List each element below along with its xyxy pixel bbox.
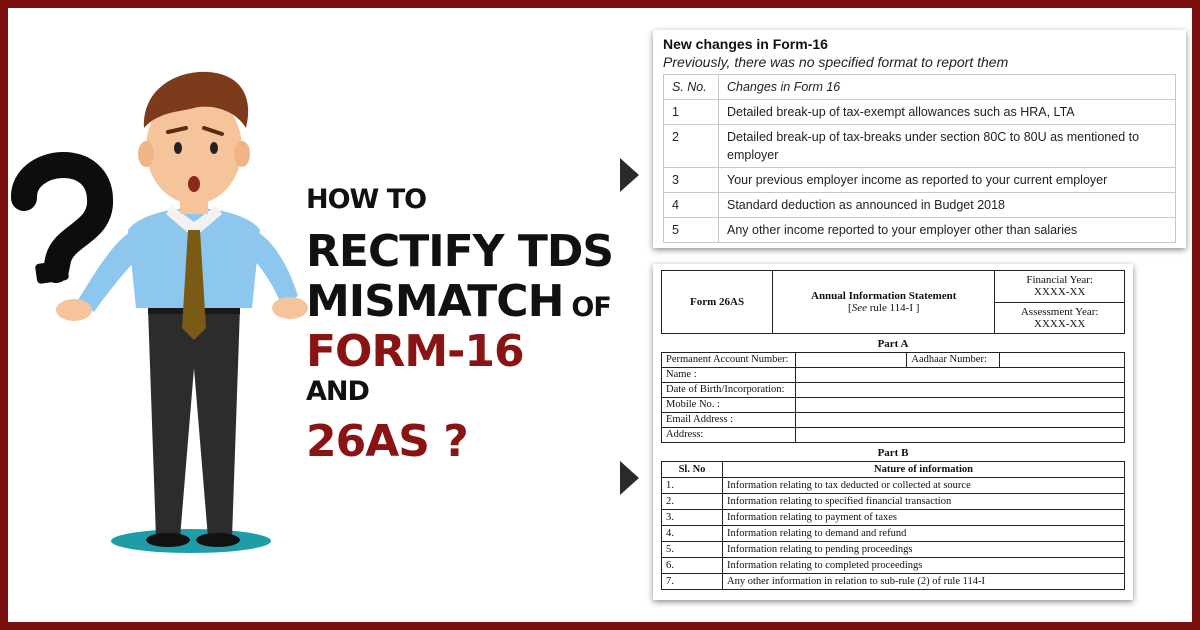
table-row <box>662 383 1125 398</box>
row-info: Information relating to specified financial transaction <box>723 494 1125 510</box>
table-row <box>662 478 1125 494</box>
table-row <box>662 494 1125 510</box>
part-a-table <box>661 352 1125 443</box>
row-sl: 1. <box>662 478 723 494</box>
field-label: Name : <box>662 368 796 383</box>
row-sno: 3 <box>664 168 719 193</box>
col-nature-header: Nature of information <box>723 462 1125 478</box>
pan-value <box>796 353 907 368</box>
table-row <box>662 353 1125 368</box>
col-sno-header: S. No. <box>664 75 719 100</box>
row-sno: 1 <box>664 100 719 125</box>
row-change: Detailed break-up of tax-breaks under section 80C to 80U as mentioned to employer <box>719 125 1176 168</box>
headline-line-form16: FORM-16 <box>306 326 524 377</box>
part-a-title: Part A <box>877 338 909 350</box>
form26as-fy <box>995 271 1125 303</box>
form16-changes-card <box>653 30 1186 248</box>
form26as-header <box>661 270 1125 334</box>
row-info: Information relating to demand and refund <box>723 526 1125 542</box>
table-row <box>662 428 1125 443</box>
fy-value: XXXX-XX <box>1034 286 1086 299</box>
table-header-row <box>662 462 1125 478</box>
table-row <box>664 218 1176 243</box>
row-sl: 6. <box>662 558 723 574</box>
rule-see: See <box>851 302 867 314</box>
table-row <box>662 368 1125 383</box>
fy-label: Financial Year: <box>1026 274 1093 287</box>
headline-line-mismatch <box>306 276 611 327</box>
field-value <box>796 428 1125 443</box>
arrow-right-icon <box>620 461 639 495</box>
headline-mismatch-word: MISMATCH <box>306 276 564 327</box>
rule-text: rule 114-I ] <box>866 302 920 314</box>
col-sl-header: Sl. No <box>662 462 723 478</box>
table-row <box>664 168 1176 193</box>
row-info: Any other information in relation to sub-rule (2) of rule 114-I <box>723 574 1125 590</box>
form16-title: New changes in Form-16 <box>663 36 828 52</box>
part-b-table <box>661 461 1125 590</box>
row-sno: 2 <box>664 125 719 168</box>
field-label: Mobile No. : <box>662 398 796 413</box>
form26as-card <box>653 264 1133 600</box>
form26as-name: Form 26AS <box>662 271 773 334</box>
form16-table <box>663 74 1176 243</box>
aadhaar-value <box>999 353 1124 368</box>
row-sl: 3. <box>662 510 723 526</box>
col-changes-header: Changes in Form 16 <box>719 75 1176 100</box>
row-sno: 4 <box>664 193 719 218</box>
field-value <box>796 413 1125 428</box>
field-label: Email Address : <box>662 413 796 428</box>
part-b-title: Part B <box>877 447 909 459</box>
table-row <box>664 100 1176 125</box>
row-info: Information relating to tax deducted or collected at source <box>723 478 1125 494</box>
headline-line-and: AND <box>306 376 369 407</box>
row-change: Your previous employer income as reported to your current employer <box>719 168 1176 193</box>
field-label: Date of Birth/Incorporation: <box>662 383 796 398</box>
table-row <box>662 526 1125 542</box>
question-mark-icon <box>24 165 100 284</box>
row-change: Standard deduction as announced in Budget 2018 <box>719 193 1176 218</box>
field-label: Address: <box>662 428 796 443</box>
row-info: Information relating to payment of taxes <box>723 510 1125 526</box>
row-sl: 4. <box>662 526 723 542</box>
row-sno: 5 <box>664 218 719 243</box>
table-row <box>664 125 1176 168</box>
table-row <box>662 542 1125 558</box>
row-sl: 7. <box>662 574 723 590</box>
table-row <box>662 398 1125 413</box>
headline-line-rectify: RECTIFY TDS <box>306 226 614 277</box>
headline-of-word: OF <box>571 292 611 323</box>
headline-line-26as: 26AS ? <box>306 416 468 467</box>
ay-value: XXXX-XX <box>1034 317 1086 330</box>
form26as-rule <box>777 302 990 314</box>
ay-label: Assessment Year: <box>1020 305 1099 318</box>
form26as-ay <box>995 302 1125 334</box>
form26as-statement-title: Annual Information Statement <box>811 290 957 302</box>
form16-subtitle: Previously, there was no specified format to report them <box>663 54 1009 70</box>
table-row <box>662 574 1125 590</box>
form26as-statement <box>773 271 995 334</box>
aadhaar-label: Aadhaar Number: <box>907 353 1000 368</box>
row-sl: 5. <box>662 542 723 558</box>
headline-line-how-to: HOW TO <box>306 184 427 215</box>
field-value <box>796 383 1125 398</box>
field-value <box>796 398 1125 413</box>
arrow-right-icon <box>620 158 639 192</box>
row-change: Any other income reported to your employer other than salaries <box>719 218 1176 243</box>
row-change: Detailed break-up of tax-exempt allowances such as HRA, LTA <box>719 100 1176 125</box>
table-row <box>662 558 1125 574</box>
field-value <box>796 368 1125 383</box>
table-header-row <box>664 75 1176 100</box>
rule-prefix: [ <box>848 302 852 314</box>
table-row <box>662 413 1125 428</box>
row-info: Information relating to completed proceedings <box>723 558 1125 574</box>
row-info: Information relating to pending proceedings <box>723 542 1125 558</box>
table-row <box>662 510 1125 526</box>
table-row <box>664 193 1176 218</box>
row-sl: 2. <box>662 494 723 510</box>
pan-label: Permanent Account Number: <box>662 353 796 368</box>
